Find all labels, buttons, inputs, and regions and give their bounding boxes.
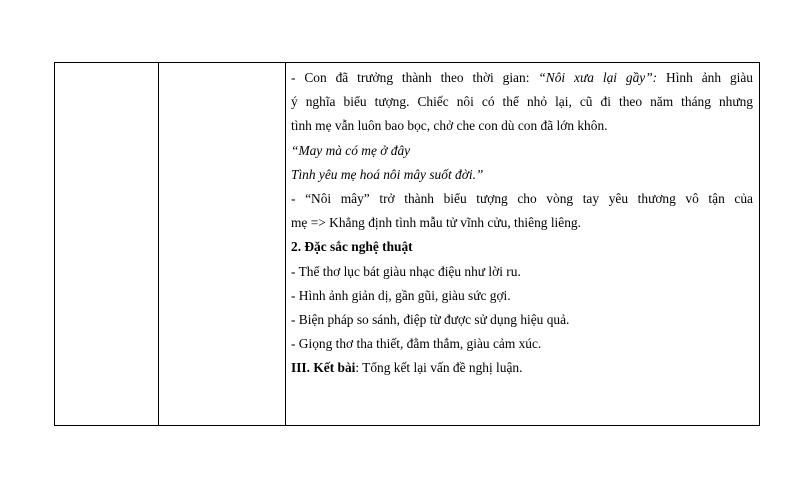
poem-quote-line: “May mà có mẹ ở đây bbox=[291, 142, 411, 158]
list-item: - Hình ảnh giản dị, gần gũi, giàu sức gợi. bbox=[291, 287, 511, 303]
paragraph-line: mẹ => Khẳng định tình mẫu tử vĩnh cửu, thiêng liêng. bbox=[291, 215, 581, 231]
list-item: - Giọng thơ tha thiết, đằm thắm, giàu cảm xúc. bbox=[291, 336, 542, 352]
outline-table bbox=[54, 62, 760, 426]
paragraph-line bbox=[291, 66, 753, 90]
text-run: : Tổng kết lại vấn đề nghị luận. bbox=[355, 360, 523, 376]
conclusion-heading: III. Kết bài bbox=[291, 360, 356, 376]
paragraph-line: ý nghĩa biểu tượng. Chiếc nôi có thể nhỏ lại, cũ đi theo năm tháng nhưng bbox=[291, 94, 753, 110]
content-cell bbox=[286, 63, 760, 426]
section-heading: 2. Đặc sắc nghệ thuật bbox=[291, 239, 413, 255]
text-run: - Con đã trưởng thành theo thời gian: bbox=[291, 70, 539, 85]
table-row bbox=[55, 63, 760, 426]
poem-quote-inline: “Nôi xưa lại gầy”: bbox=[538, 70, 658, 85]
paragraph-line: tình mẹ vẫn luôn bao bọc, chở che con dù con đã lớn khôn. bbox=[291, 118, 608, 134]
paragraph-line bbox=[291, 356, 753, 380]
empty-cell-1 bbox=[55, 63, 159, 426]
text-run: Hình ảnh giàu bbox=[657, 70, 754, 85]
list-item: - Biện pháp so sánh, điệp từ được sử dụng hiệu quả. bbox=[291, 312, 570, 328]
content-body bbox=[286, 63, 759, 381]
empty-cell-2 bbox=[159, 63, 286, 426]
paragraph-line: - “Nôi mây” trở thành biểu tượng cho vòng tay yêu thương vô tận của bbox=[291, 191, 753, 207]
list-item: - Thể thơ lục bát giàu nhạc điệu như lời ru. bbox=[291, 263, 521, 279]
poem-quote-line: Tình yêu mẹ hoá nôi mây suốt đời.” bbox=[291, 166, 484, 182]
